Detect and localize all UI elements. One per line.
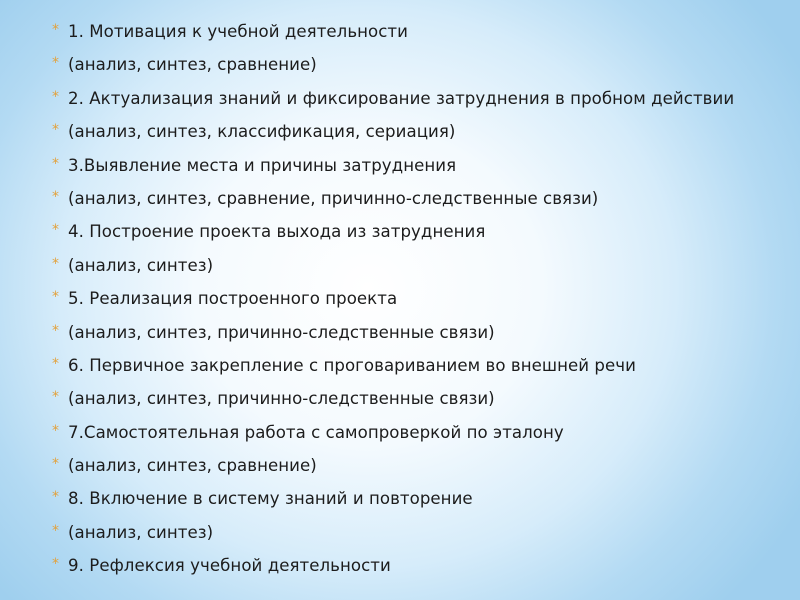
list-item-text: (анализ, синтез, классификация, сериация) <box>68 122 456 142</box>
list-item <box>52 122 752 141</box>
bullet-star-icon: * <box>52 489 60 506</box>
list-item-text: (анализ, синтез, причинно-следственные связи) <box>68 322 495 342</box>
list-item <box>52 256 752 275</box>
list-item <box>52 523 752 542</box>
list-item <box>52 389 752 408</box>
list-item-text: (анализ, синтез, причинно-следственные связи) <box>68 389 495 409</box>
list-item <box>52 356 752 375</box>
list-item-text: (анализ, синтез) <box>68 522 214 542</box>
bullet-star-icon: * <box>52 22 60 38</box>
bullet-star-icon: * <box>52 289 60 306</box>
bullet-star-icon: * <box>52 355 60 372</box>
list-item-text: 2. Актуализация знаний и фиксирование затруднения в пробном действии <box>68 88 735 108</box>
list-item-text: (анализ, синтез) <box>68 255 214 275</box>
bullet-star-icon: * <box>52 322 60 339</box>
bullet-star-icon: * <box>52 88 60 105</box>
list-item <box>52 323 752 342</box>
list-item-text: 3.Выявление места и причины затруднения <box>68 155 457 175</box>
bullet-star-icon: * <box>52 55 60 72</box>
bullet-star-icon: * <box>52 255 60 272</box>
bullet-star-icon: * <box>52 556 60 573</box>
bullet-star-icon: * <box>52 155 60 172</box>
list-item-text: 5. Реализация построенного проекта <box>68 289 398 309</box>
bullet-list <box>52 22 752 590</box>
list-item <box>52 423 752 442</box>
list-item <box>52 456 752 475</box>
list-item-text: 1. Мотивация к учебной деятельности <box>68 22 408 41</box>
list-item <box>52 89 752 108</box>
bullet-star-icon: * <box>52 422 60 439</box>
list-item <box>52 156 752 175</box>
list-item <box>52 55 752 74</box>
list-item <box>52 189 752 208</box>
list-item-text: (анализ, синтез, сравнение) <box>68 456 317 476</box>
bullet-star-icon: * <box>52 456 60 473</box>
list-item-text: 4. Построение проекта выхода из затруднения <box>68 222 486 242</box>
list-item <box>52 556 752 575</box>
bullet-star-icon: * <box>52 188 60 205</box>
list-item <box>52 489 752 508</box>
list-item-text: 6. Первичное закрепление с проговариванием во внешней речи <box>68 355 636 375</box>
list-item-text: 7.Самостоятельная работа с самопроверкой по эталону <box>68 422 564 442</box>
list-item <box>52 222 752 241</box>
list-item-text: 8. Включение в систему знаний и повторение <box>68 489 473 509</box>
list-item <box>52 289 752 308</box>
list-item-text: (анализ, синтез, сравнение) <box>68 55 317 75</box>
list-item-text: (анализ, синтез, сравнение, причинно-следственные связи) <box>68 188 599 208</box>
list-item <box>52 22 752 41</box>
bullet-star-icon: * <box>52 122 60 139</box>
list-item-text: 9. Рефлексия учебной деятельности <box>68 556 391 576</box>
bullet-star-icon: * <box>52 522 60 539</box>
bullet-star-icon: * <box>52 389 60 406</box>
bullet-star-icon: * <box>52 222 60 239</box>
